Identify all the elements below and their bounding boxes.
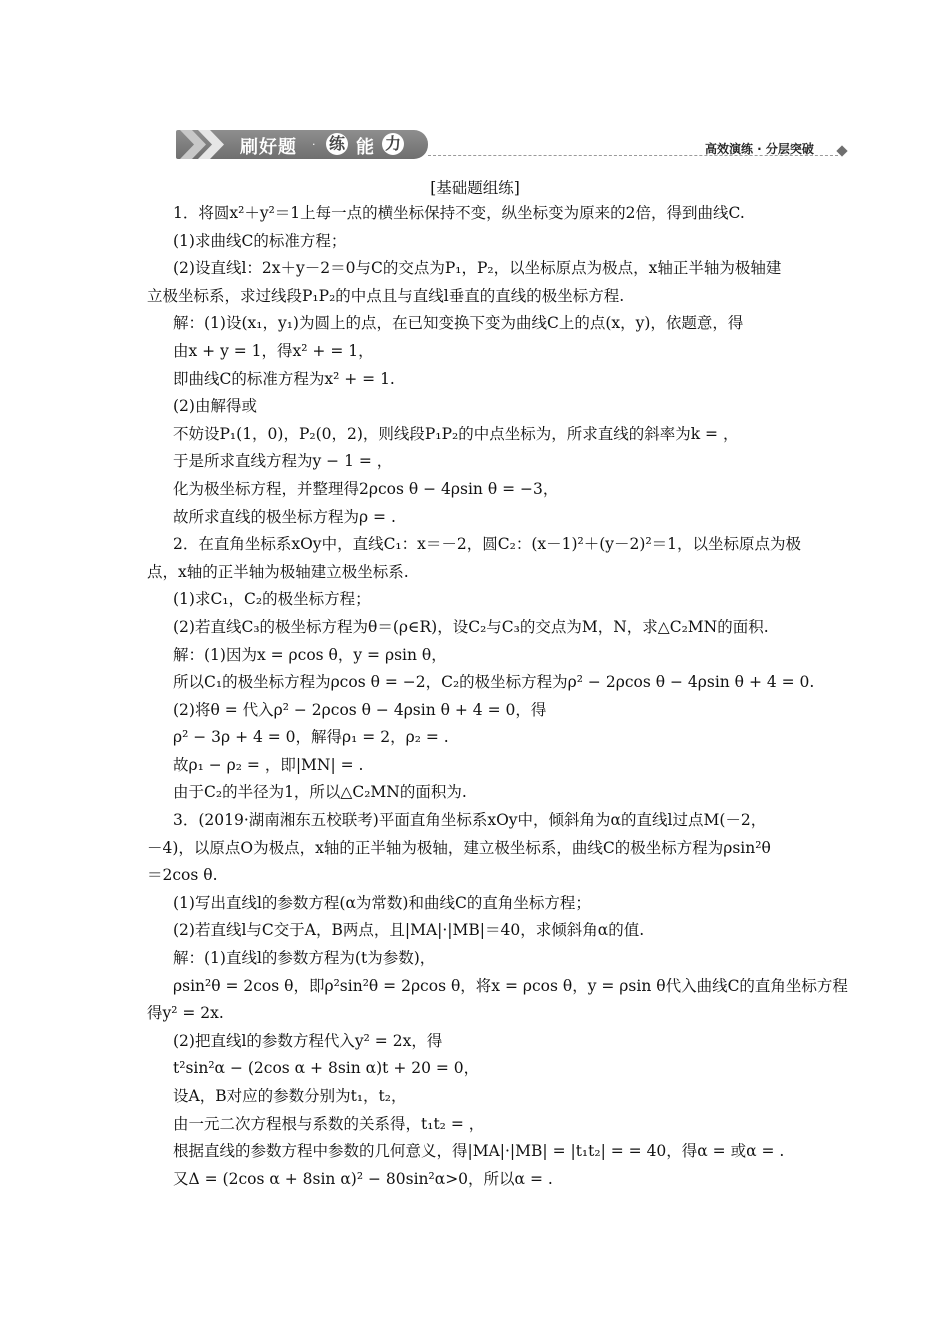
document-body (147, 200, 848, 1193)
section-title: [基础题组练] (430, 179, 520, 197)
text-line: 设A，B对应的参数分别为t₁，t₂， (173, 1087, 407, 1105)
text-line: 解：(1)因为x = ρcos θ，y = ρsin θ， (173, 645, 447, 664)
text-line: 故ρ₁ − ρ₂ = ，即|MN| = . (173, 755, 364, 774)
text-line: ＝2cos θ. (147, 866, 218, 885)
text-line: 由x + y = 1，得x² + = 1， (173, 341, 374, 360)
text-line: 根据直线的参数方程中参数的几何意义，得|MA|·|MB| = |t₁t₂| = = 40，得α = 或α = . (173, 1142, 785, 1161)
text-line: 不妨设P₁(1，0)，P₂(0，2)，则线段P₁P₂的中点坐标为，所求直线的斜率为k = ， (173, 424, 739, 443)
badge-char-2: 能 (356, 137, 374, 158)
text-line: (2)把直线l的参数方程代入y² = 2x，得 (173, 1031, 443, 1050)
banner-title: 刷好题 (240, 137, 297, 158)
text-line: (1)求曲线C的标准方程； (173, 231, 347, 250)
banner-dot: · (312, 138, 316, 151)
header-right-text: 高效演练 · 分层突破 (705, 142, 814, 156)
text-line: 2．在直角坐标系xOy中，直线C₁：x＝－2，圆C₂：(x－1)²＋(y－2)²＝1，以坐标原点为极 (173, 535, 802, 554)
text-line: 解：(1)设(x₁，y₁)为圆上的点，在已知变换下变为曲线C上的点(x，y)，依题意，得 (173, 314, 744, 333)
text-line: (2)若直线l与C交于A，B两点，且|MA|·|MB|＝40，求倾斜角α的值. (173, 921, 645, 940)
text-line: ρ² − 3ρ + 4 = 0，解得ρ₁ = 2，ρ₂ = . (173, 728, 449, 747)
text-line: 故所求直线的极坐标方程为ρ = . (173, 507, 396, 526)
text-line: ρsin²θ = 2cos θ，即ρ²sin²θ = 2ρcos θ，将x = ρcos θ，y = ρsin θ代入曲线C的直角坐标方程 (173, 976, 848, 995)
badge-char-3: 力 (382, 133, 404, 155)
double-chevron-icon (176, 130, 236, 159)
text-line: 化为极坐标方程，并整理得2ρcos θ − 4ρsin θ = −3， (173, 479, 559, 498)
text-line: (1)写出直线l的参数方程(α为常数)和曲线C的直角坐标方程； (173, 893, 591, 912)
text-line: (2)将θ = 代入ρ² − 2ρcos θ − 4ρsin θ + 4 = 0，得 (173, 700, 547, 719)
text-line: t²sin²α − (2cos α + 8sin α)t + 20 = 0， (173, 1059, 480, 1078)
text-line: 由于C₂的半径为1，所以△C₂MN的面积为. (173, 783, 467, 802)
text-line: 3．(2019·湖南湘东五校联考)平面直角坐标系xOy中，倾斜角为α的直线l过点M(－2， (173, 811, 767, 830)
text-line: 立极坐标系，求过线段P₁P₂的中点且与直线l垂直的直线的极坐标方程. (147, 286, 625, 305)
text-line: 1．将圆x²＋y²＝1上每一点的横坐标保持不变，纵坐标变为原来的2倍，得到曲线C. (173, 204, 745, 222)
text-line: (1)求C₁，C₂的极坐标方程； (173, 590, 371, 609)
text-line: －4)，以原点O为极点，x轴的正半轴为极轴，建立极坐标系，曲线C的极坐标方程为ρsin²θ (147, 838, 771, 857)
text-line: 点，x轴的正半轴为极轴建立极坐标系. (147, 562, 409, 581)
text-line: 由一元二次方程根与系数的关系得，t₁t₂ = ， (173, 1114, 485, 1133)
text-line: 解：(1)直线l的参数方程为(t为参数)， (173, 949, 436, 968)
diamond-icon (836, 145, 847, 156)
text-line: 得y² = 2x. (147, 1004, 224, 1023)
badge-char-1: 练 (326, 133, 348, 155)
text-line: 于是所求直线方程为y − 1 = ， (173, 452, 393, 471)
text-line: (2)若直线C₃的极坐标方程为θ＝(ρ∈R)，设C₂与C₃的交点为M，N，求△C₂MN的面积. (173, 617, 769, 636)
header-banner (176, 130, 428, 159)
text-line: 所以C₁的极坐标方程为ρcos θ = −2，C₂的极坐标方程为ρ² − 2ρcos θ − 4ρsin θ + 4 = 0. (173, 673, 815, 692)
text-line: 即曲线C的标准方程为x² + = 1. (173, 369, 395, 388)
text-line: (2)由解得或 (173, 397, 257, 416)
text-line: (2)设直线l：2x＋y－2＝0与C的交点为P₁，P₂，以坐标原点为极点，x轴正半轴为极轴建 (173, 259, 782, 278)
text-line: 又Δ = (2cos α + 8sin α)² − 80sin²α>0，所以α = . (173, 1169, 553, 1188)
